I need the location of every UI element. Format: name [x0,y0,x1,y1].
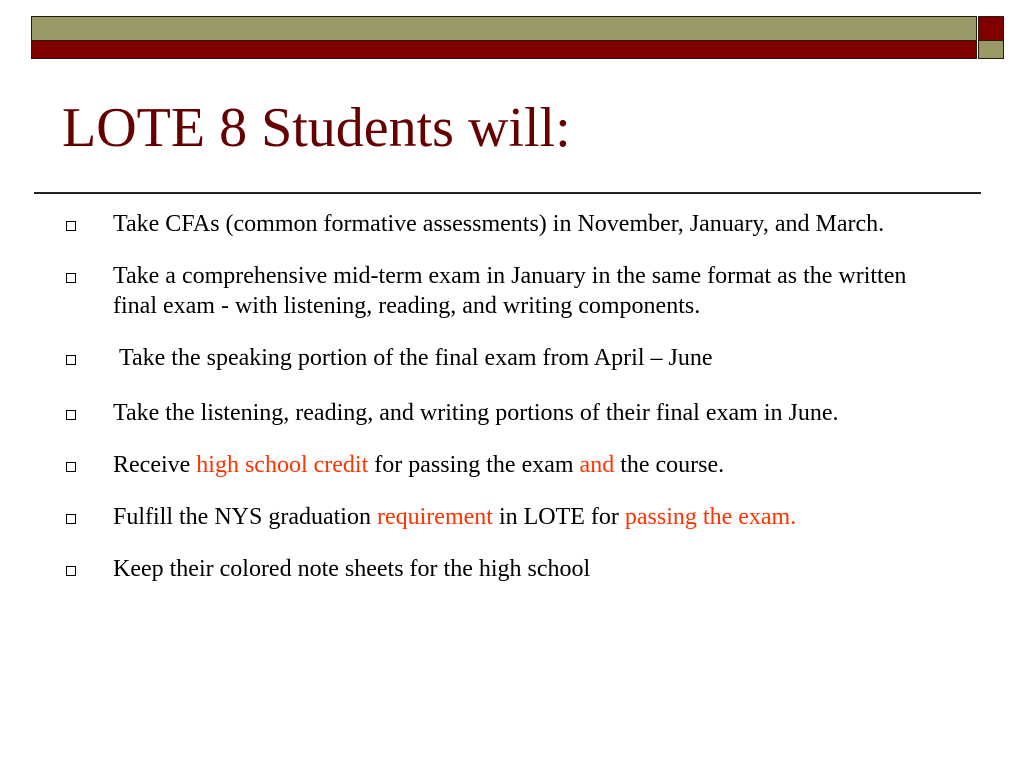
corner-square-maroon [978,16,1004,41]
header-band-maroon [31,41,977,59]
bullet-text: Take the listening, reading, and writing portions of their final exam in June. [113,400,839,426]
bullet-text: Take the speaking portion of the final exam from April – June [113,345,713,371]
highlight-text: passing the exam. [624,504,797,530]
highlight-text: and [579,452,615,478]
bullet-text-part: in LOTE for [492,504,625,530]
hollow-square-bullet-icon [66,355,76,365]
bullet-text-part: Receive [113,452,197,478]
bullet-item-note-sheets [66,554,956,584]
bullet-text-part: for passing the exam [368,452,580,478]
bullet-text-part: Fulfill the NYS graduation [113,504,377,530]
title-divider [34,192,981,194]
bullet-item-midterm [66,261,956,321]
bullet-item-credit [66,450,956,480]
hollow-square-bullet-icon [66,273,76,283]
bullet-text-part: the course. [614,452,725,478]
bullet-list [66,209,956,606]
bullet-text: Take CFAs (common formative assessments) in November, January, and March. [113,211,885,237]
hollow-square-bullet-icon [66,410,76,420]
highlight-text: high school credit [196,452,369,478]
bullet-item-requirement [66,502,956,532]
bullet-item-speaking [66,343,956,373]
hollow-square-bullet-icon [66,462,76,472]
header-band-olive [31,16,977,41]
hollow-square-bullet-icon [66,566,76,576]
highlight-text: requirement [376,504,493,530]
bullet-text: Take a comprehensive mid-term exam in January in the same format as the written final exam - with listening, reading, and writing components. [113,263,907,319]
hollow-square-bullet-icon [66,221,76,231]
slide-title: LOTE 8 Students will: [62,97,571,159]
bullet-item-final-exam [66,398,956,428]
bullet-text: Keep their colored note sheets for the high school [113,556,591,582]
corner-square-olive [978,41,1004,59]
bullet-item-cfas [66,209,956,239]
hollow-square-bullet-icon [66,514,76,524]
